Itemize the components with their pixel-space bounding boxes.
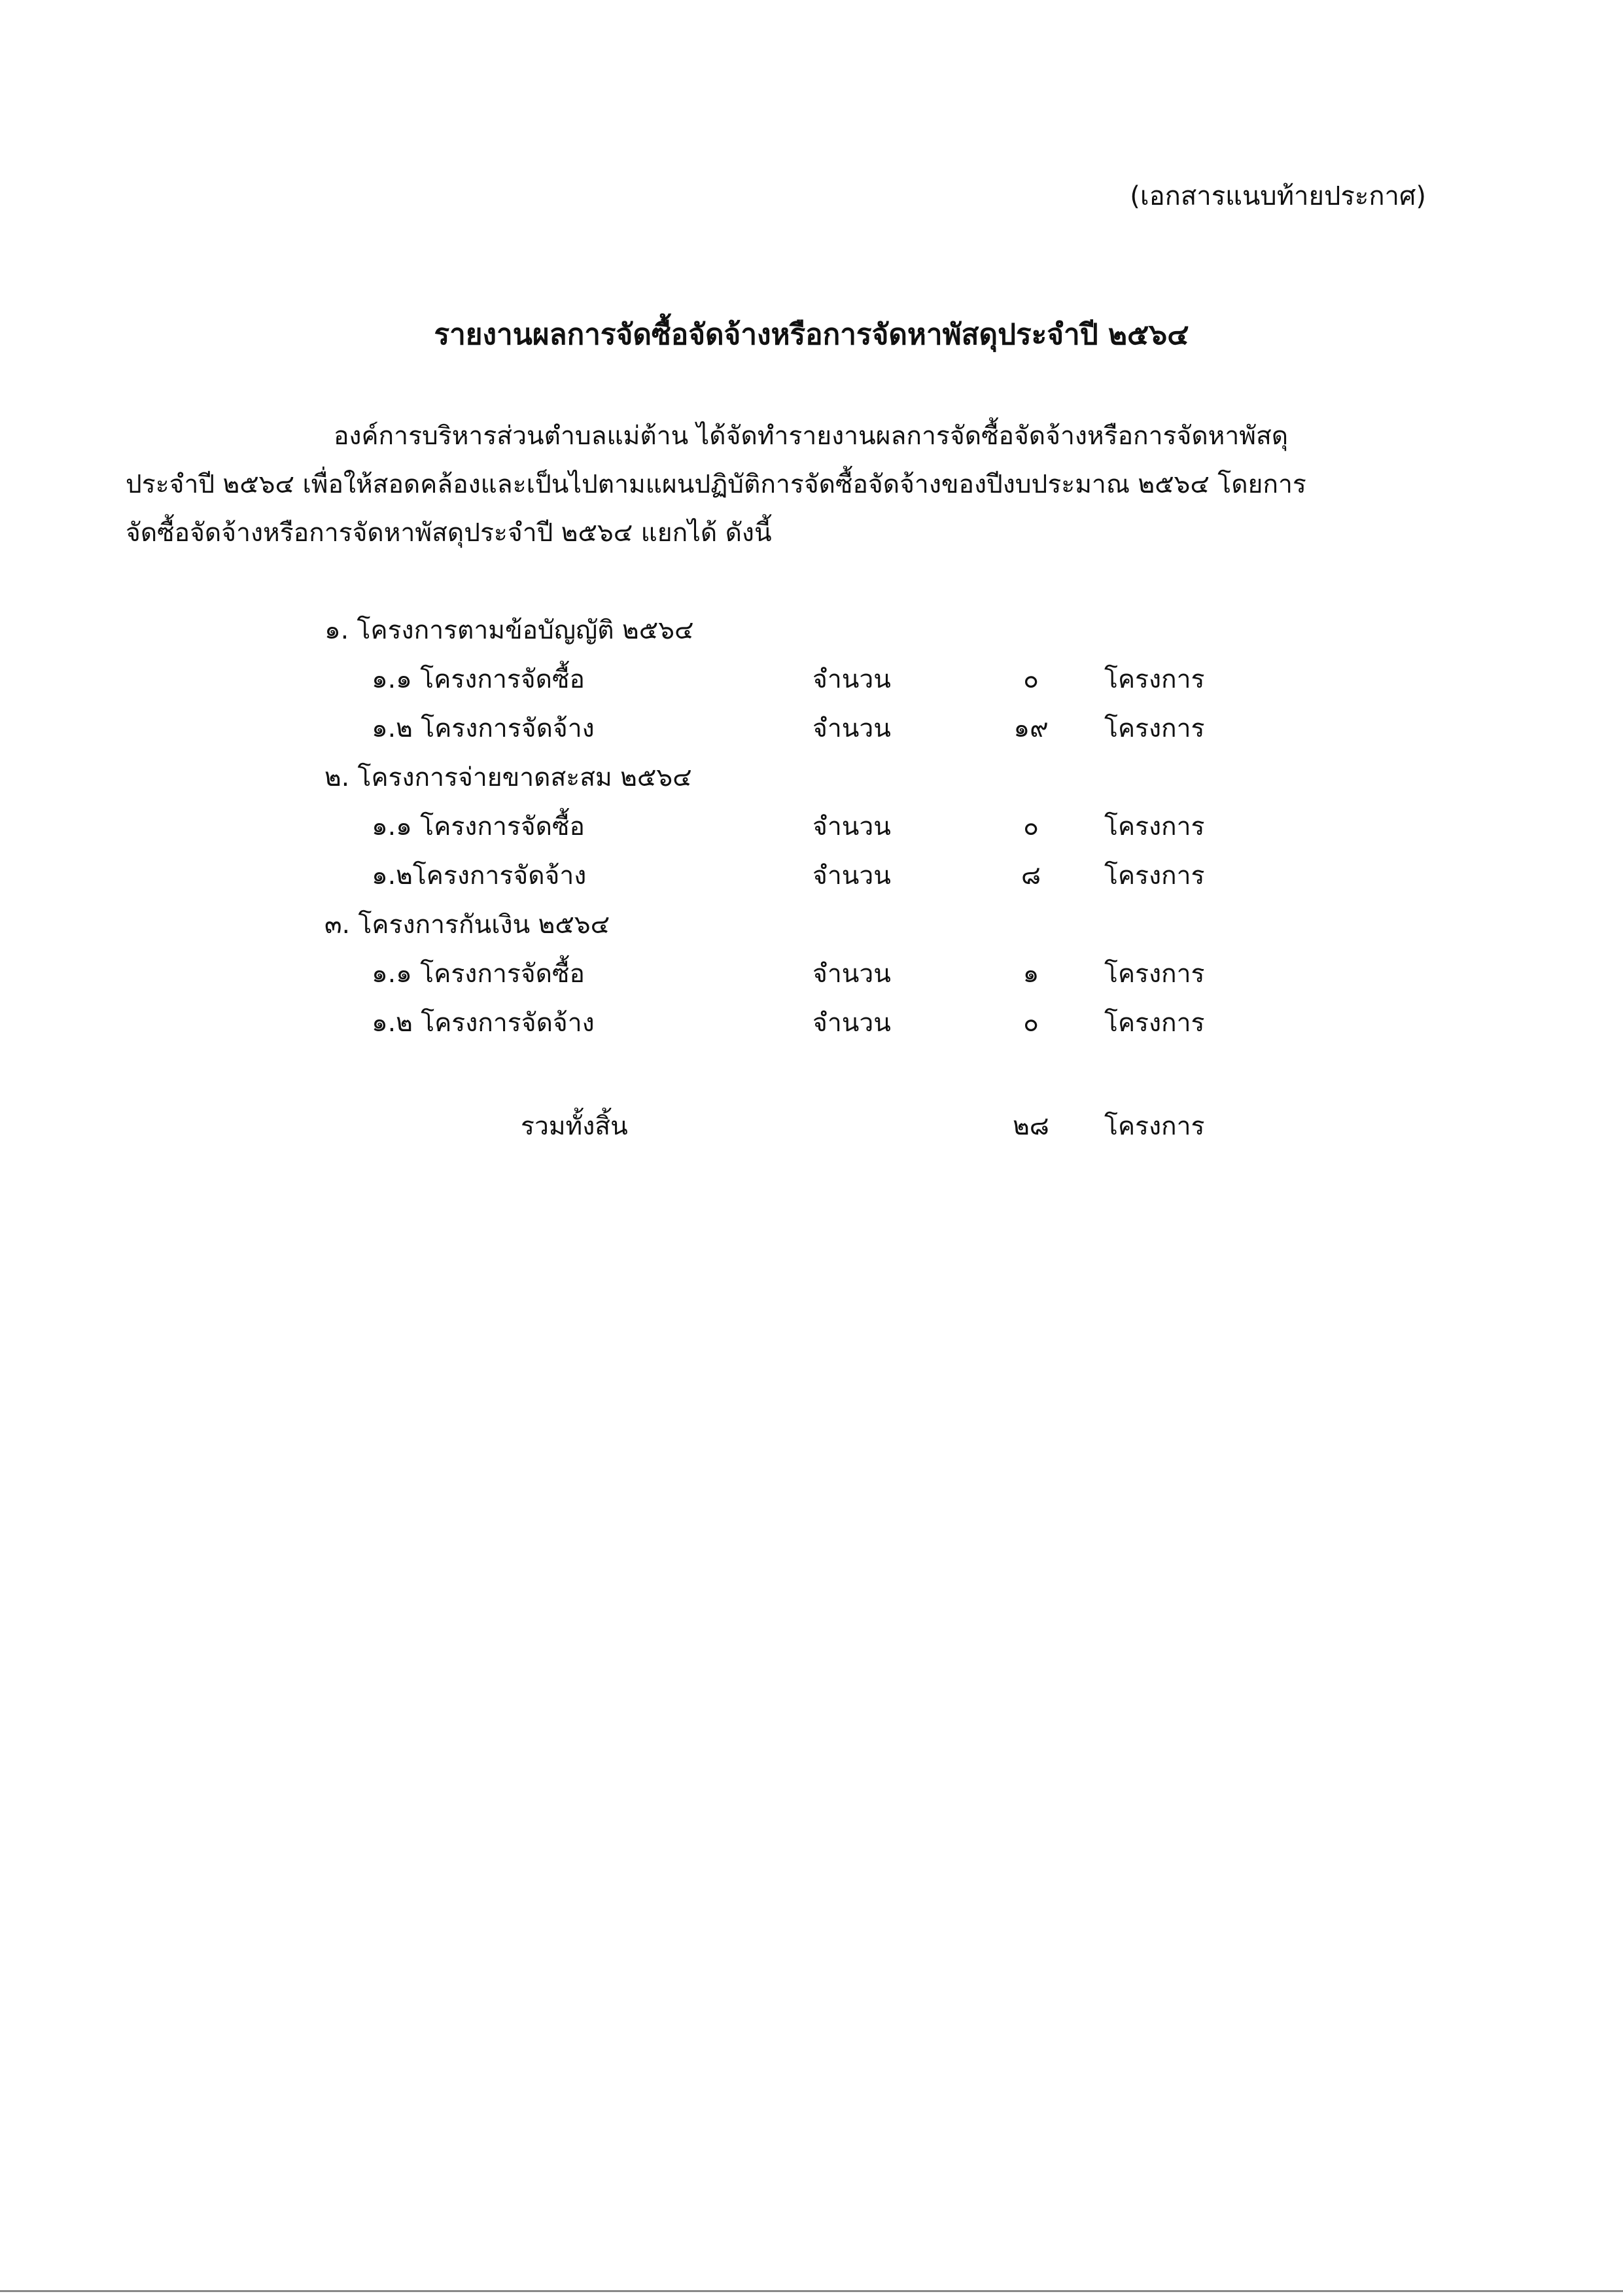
qty-label: จำนวน [812,714,891,743]
qty-label: จำนวน [812,812,891,841]
unit-label: โครงการ [1104,714,1205,743]
group-heading-label: ๑. โครงการตามข้อบัญญัติ ๒๕๖๔ [324,616,694,645]
item-label: ๑.๑ โครงการจัดซื้อ [372,665,585,694]
unit-label: โครงการ [1104,812,1205,841]
group-heading [324,904,1306,953]
qty-label: จำนวน [812,665,891,694]
list-item [324,708,1306,757]
total-row [324,1106,1306,1155]
total-qty-value: ๒๘ [1013,1112,1049,1141]
project-summary-list [324,610,1306,1051]
list-item [324,806,1306,855]
qty-label: จำนวน [812,861,891,891]
group-heading [324,610,1306,659]
item-label: ๑.๑ โครงการจัดซื้อ [372,959,585,989]
intro-line: องค์การบริหารส่วนตำบลแม่ต้าน ได้จัดทำรายงานผลการจัดซื้อจัดจ้างหรือการจัดหาพัสดุ [334,421,1289,451]
qty-value: ๐ [1023,1008,1039,1038]
qty-value: ๑ [1022,959,1039,989]
intro-line: ประจำปี ๒๕๖๔ เพื่อให้สอดคล้องและเป็นไปตามแผนปฏิบัติการจัดซื้อจัดจ้างของปีงบประมาณ ๒๕๖๔ โดยการ [126,470,1306,499]
item-label: ๑.๒ โครงการจัดจ้าง [372,1008,595,1038]
unit-label: โครงการ [1104,665,1205,694]
document-title: รายงานผลการจัดซื้อจัดจ้างหรือการจัดหาพัสดุประจำปี ๒๕๖๔ [434,318,1189,351]
intro-paragraph [126,412,1434,557]
total-unit-label: โครงการ [1104,1112,1205,1141]
attachment-note: (เอกสารแนบท้ายประกาศ) [1130,181,1426,211]
qty-value: ๐ [1023,812,1039,841]
intro-line: จัดซื้อจัดจ้างหรือการจัดหาพัสดุประจำปี ๒๕๖๔ แยกได้ ดังนี้ [126,518,772,548]
total-label: รวมทั้งสิ้น [521,1112,628,1141]
unit-label: โครงการ [1104,861,1205,891]
list-item [324,659,1306,708]
qty-value: ๘ [1021,861,1041,891]
qty-value: ๑๙ [1013,714,1049,743]
list-item [324,855,1306,904]
group-heading-label: ๒. โครงการจ่ายขาดสะสม ๒๕๖๔ [324,763,692,792]
unit-label: โครงการ [1104,959,1205,989]
unit-label: โครงการ [1104,1008,1205,1038]
qty-label: จำนวน [812,1008,891,1038]
item-label: ๑.๑ โครงการจัดซื้อ [372,812,585,841]
list-item [324,953,1306,1002]
page-bottom-edge [0,2290,1623,2292]
list-item [324,1002,1306,1051]
item-label: ๑.๒โครงการจัดจ้าง [372,861,587,891]
group-heading [324,757,1306,806]
qty-label: จำนวน [812,959,891,989]
qty-value: ๐ [1023,665,1039,694]
group-heading-label: ๓. โครงการกันเงิน ๒๕๖๔ [324,910,610,940]
item-label: ๑.๒ โครงการจัดจ้าง [372,714,595,743]
